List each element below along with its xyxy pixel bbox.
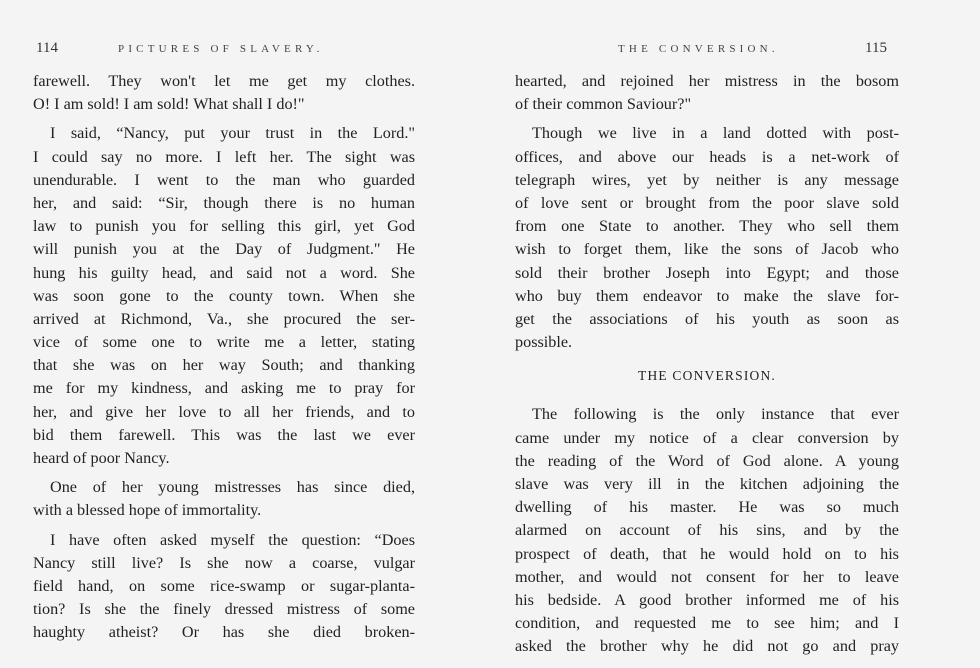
text-line: his bedside. A good brother informed me of his <box>515 590 899 609</box>
text-line: dwelling of his master. He was so much <box>515 498 899 517</box>
text-line: sold their brother Joseph into Egypt; and those <box>515 263 899 282</box>
text-line: the reading of the Word of God alone. A young <box>515 451 899 470</box>
text-line: O! I am sold! I am sold! What shall I do!" <box>33 95 305 114</box>
text-line: The following is the only instance that ever <box>532 405 899 424</box>
text-line: law to punish you for selling this girl, yet God <box>33 217 415 236</box>
text-line: alarmed on account of his sins, and by the <box>515 521 899 540</box>
text-line: from one State to another. They who sell them <box>515 217 899 236</box>
running-head: PICTURES OF SLAVERY. <box>118 43 324 55</box>
text-line: One of her young mistresses has since died, <box>50 478 415 497</box>
body-text <box>33 70 415 645</box>
text-line: who buy them endeavor to make the slave for- <box>515 286 899 305</box>
text-line: her, and give her love to all her friends, and to <box>33 402 415 421</box>
text-line: was soon gone to the county town. When she <box>33 286 415 305</box>
text-line: condition, and requested me to see him; and I <box>515 614 899 633</box>
heading-gap <box>515 387 899 397</box>
text-line: hung his guilty head, and said not a word. She <box>33 263 415 282</box>
text-line: bid them farewell. This was the last we ever <box>33 425 415 444</box>
page-number: 115 <box>865 40 887 56</box>
section-heading: THE CONVERSION. <box>638 368 776 384</box>
text-line: slave was very ill in the kitchen adjoining the <box>515 475 899 493</box>
text-line: wish to forget them, like the sons of Jacob who <box>515 240 899 259</box>
body-text <box>515 70 899 659</box>
text-line: telegraph wires, yet by neither is any message <box>515 170 899 189</box>
text-line: haughty atheist? Or has she died broken- <box>33 623 415 642</box>
text-line: of love sent or brought from the poor slave sold <box>515 193 899 212</box>
text-line: vice of some one to write me a letter, stating <box>33 333 415 352</box>
text-line: her, and said: “Sir, though there is no human <box>33 193 415 212</box>
text-line: unendurable. I went to the man who guarded <box>33 170 415 189</box>
running-head: THE CONVERSION. <box>618 43 779 55</box>
text-line: field hand, on some rice-swamp or sugar-planta- <box>33 576 415 595</box>
text-line: I have often asked myself the question: “Does <box>50 530 415 549</box>
text-line: with a blessed hope of immortality. <box>33 501 262 520</box>
text-line: prospect of death, that he would hold on to his <box>515 544 899 563</box>
text-line: will punish you at the Day of Judgment." He <box>33 240 415 259</box>
text-line: arrived at Richmond, Va., she procured the ser- <box>33 309 415 328</box>
text-line: possible. <box>515 333 573 352</box>
text-line: heard of poor Nancy. <box>33 449 170 467</box>
text-line: get the associations of his youth as soon as <box>515 309 899 328</box>
text-line: me for my kindness, and asking me to pray for <box>33 379 415 398</box>
text-line: offices, and above our heads is a net-work of <box>515 147 899 166</box>
text-line: asked the brother why he did not go and pray <box>515 637 899 656</box>
text-line: came under my notice of a clear conversion by <box>515 428 899 447</box>
text-line: Though we live in a land dotted with post- <box>532 124 899 143</box>
text-line: I said, “Nancy, put your trust in the Lord." <box>50 124 415 143</box>
text-line: hearted, and rejoined her mistress in the bosom <box>515 72 899 90</box>
text-line: I could say no more. I left her. The sight was <box>33 147 415 166</box>
heading-gap <box>515 354 899 364</box>
text-line: tion? Is she the finely dressed mistress of some <box>33 600 415 619</box>
text-line: farewell. They won't let me get my clothes. <box>33 72 415 90</box>
text-line: mother, and would not consent for her to leave <box>515 567 899 586</box>
text-line: Nancy still live? Is she now a coarse, vulgar <box>33 553 415 572</box>
page-number: 114 <box>36 40 58 56</box>
text-line: that she was on her way South; and thanking <box>33 356 415 375</box>
text-line: of their common Saviour?" <box>515 95 692 114</box>
